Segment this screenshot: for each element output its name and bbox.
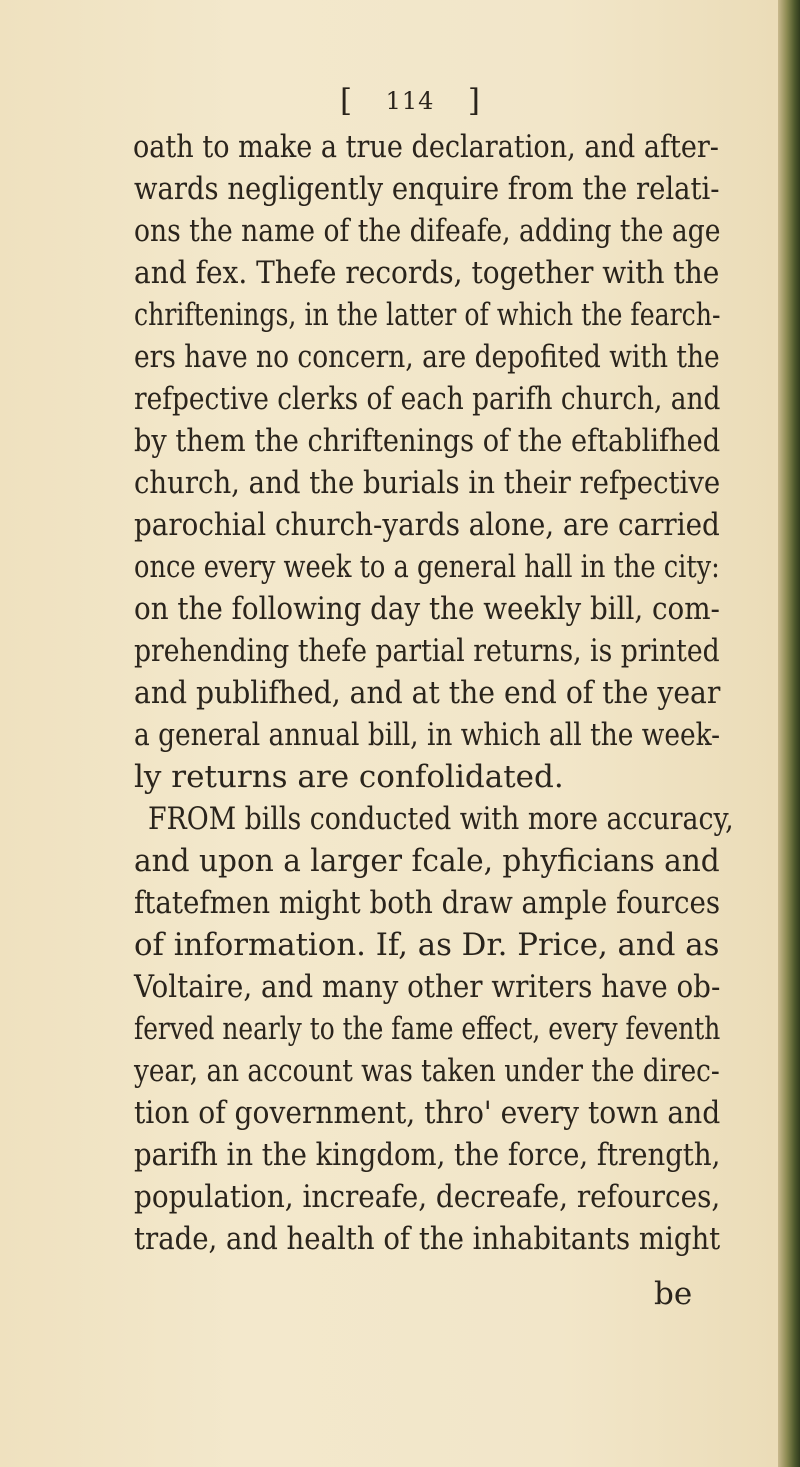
header-bracket-open: [ — [340, 82, 353, 119]
text-line: ftatefmen might both draw ample fources — [134, 885, 721, 921]
text-line: and fex. Thefe records, together with the — [134, 255, 720, 291]
text-line: tion of government, thro' every town and — [134, 1095, 721, 1131]
page-header — [340, 76, 480, 126]
text-line: FROM bills conducted with more accuracy, — [148, 801, 734, 837]
text-line: ly returns are confolidated. — [134, 759, 564, 795]
text-line: a general annual bill, in which all the week- — [134, 717, 721, 753]
text-line: and upon a larger fcale, phyficians and — [134, 843, 720, 879]
text-line: ons the name of the difeafe, adding the age — [134, 213, 721, 249]
text-line: on the following day the weekly bill, com- — [134, 591, 720, 627]
text-line: parochial church-yards alone, are carried — [134, 507, 720, 543]
text-line: oath to make a true declaration, and after- — [133, 129, 719, 165]
text-line: ers have no concern, are depofited with the — [134, 339, 720, 375]
header-bracket-close: ] — [467, 82, 480, 119]
text-line: parifh in the kingdom, the force, ftrength, — [134, 1137, 721, 1173]
text-line: chriftenings, in the latter of which the fearch- — [134, 297, 721, 333]
page-number: 114 — [385, 87, 435, 115]
text-line: by them the chriftenings of the eftablifhed — [134, 423, 721, 459]
text-line: church, and the burials in their refpective — [134, 465, 721, 501]
page-edge-binding — [778, 0, 800, 1467]
text-line: Voltaire, and many other writers have ob- — [134, 969, 721, 1005]
text-line: once every week to a general hall in the city: — [134, 549, 720, 585]
text-line: population, increafe, decreafe, refources, — [134, 1179, 721, 1215]
catchword: be — [654, 1276, 693, 1312]
text-line: and publifhed, and at the end of the year — [134, 675, 721, 711]
text-line: ferved nearly to the fame effect, every feventh — [134, 1011, 721, 1047]
text-line: year, an account was taken under the direc- — [134, 1053, 720, 1089]
text-line: trade, and health of the inhabitants might — [134, 1221, 721, 1257]
text-line: refpective clerks of each parifh church, and — [134, 381, 721, 417]
text-line: of information. If, as Dr. Price, and as — [134, 927, 720, 963]
text-line: prehending thefe partial returns, is printed — [134, 633, 720, 669]
text-line: wards negligently enquire from the relati- — [134, 171, 720, 207]
